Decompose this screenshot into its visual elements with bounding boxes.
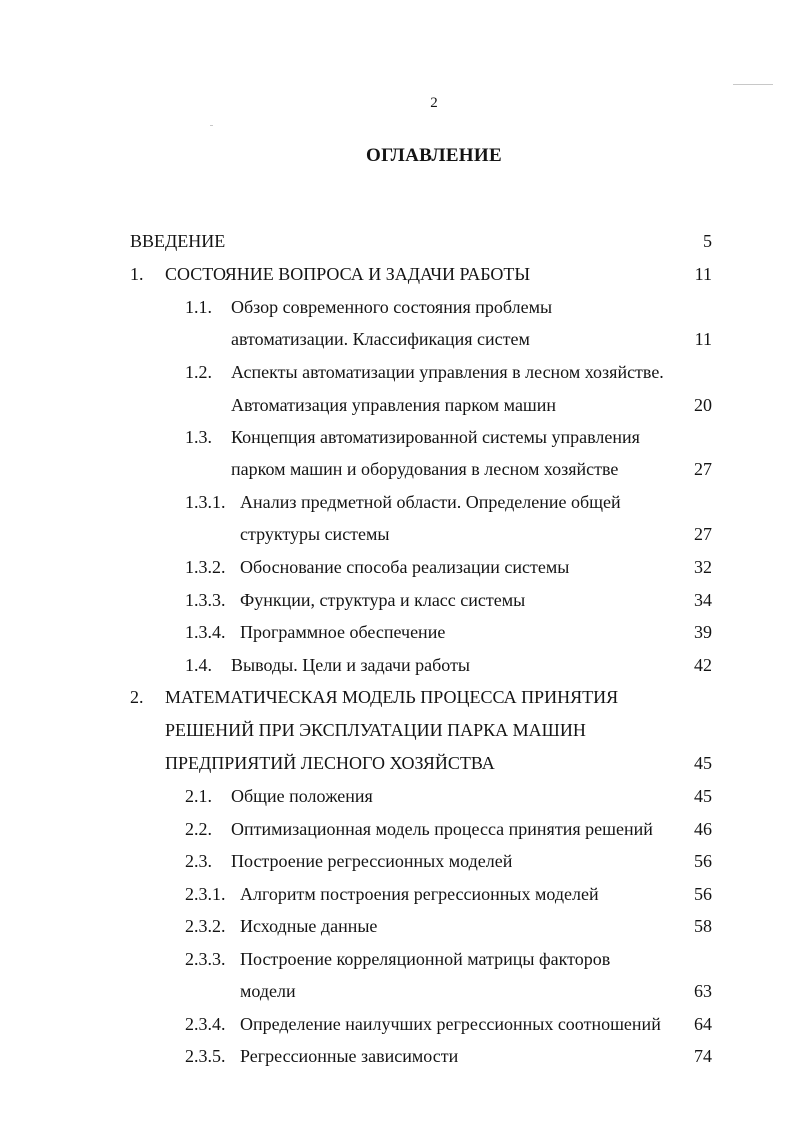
toc-entry-text[interactable]: Общие положения (231, 786, 373, 806)
toc-entry-number: 2.2. (185, 819, 212, 839)
toc-entry-number: 2.3.5. (185, 1046, 226, 1066)
toc-entry-page: 32 (694, 557, 712, 577)
toc-entry-page: 56 (694, 851, 712, 871)
toc-entry-text[interactable]: Автоматизация управления парком машин (231, 395, 557, 415)
toc-entry-text[interactable]: Построение регрессионных моделей (231, 851, 513, 871)
toc-entry-number: 1.3.3. (185, 590, 226, 610)
toc-entry-page: 63 (694, 981, 712, 1001)
toc-entry-text[interactable]: Функции, структура и класс системы (240, 590, 526, 610)
toc-entry-page: 45 (694, 786, 712, 806)
toc-entry-text[interactable]: модели (240, 981, 296, 1001)
toc-entry-number: 2.3.2. (185, 916, 226, 936)
toc-entry-number: 2.3.4. (185, 1014, 226, 1034)
toc-entry-text[interactable]: Выводы. Цели и задачи работы (231, 655, 471, 675)
toc-entry-page: 5 (703, 231, 712, 251)
toc-entry-number: 2. (130, 687, 144, 707)
toc-entry-page: 46 (694, 819, 712, 839)
toc-entry-text[interactable]: структуры системы (240, 524, 390, 544)
toc-entry-page: 64 (694, 1014, 712, 1034)
toc-entry-text[interactable]: Аспекты автоматизации управления в лесном хозяйстве. (231, 362, 664, 382)
toc-entry-text[interactable]: Определение наилучших регрессионных соотношений (240, 1014, 661, 1034)
toc-entry-page: 34 (694, 590, 712, 610)
toc-entry-page: 27 (694, 459, 712, 479)
toc-entry-text[interactable]: Алгоритм построения регрессионных моделей (240, 884, 599, 904)
toc-entry-text[interactable]: парком машин и оборудования в лесном хозяйстве (231, 459, 619, 479)
toc-entry-number: 1.3.2. (185, 557, 226, 577)
toc-entry-page: 11 (694, 264, 712, 284)
toc-entry-number: 2.3.3. (185, 949, 226, 969)
toc-entry-number: 1.4. (185, 655, 212, 675)
toc-entry-number: 1.2. (185, 362, 212, 382)
toc-entry-text[interactable]: РЕШЕНИЙ ПРИ ЭКСПЛУАТАЦИИ ПАРКА МАШИН (165, 720, 586, 740)
toc-entry-text[interactable]: Программное обеспечение (240, 622, 446, 642)
toc-entry-number: 1.1. (185, 297, 212, 317)
toc-entry-text[interactable]: Регрессионные зависимости (240, 1046, 459, 1066)
toc-entry-text[interactable]: Обзор современного состояния проблемы (231, 297, 553, 317)
toc-entry-number: 2.3.1. (185, 884, 226, 904)
toc-entry-number: 2.1. (185, 786, 212, 806)
toc-entry-text[interactable]: СОСТОЯНИЕ ВОПРОСА И ЗАДАЧИ РАБОТЫ (165, 264, 531, 284)
scan-mark (210, 125, 213, 126)
toc-entry-text[interactable]: Обоснование способа реализации системы (240, 557, 570, 577)
toc-entry-page: 74 (694, 1046, 712, 1066)
toc-entry-number: 1.3.4. (185, 622, 226, 642)
toc-entry-text[interactable]: Концепция автоматизированной системы управления (231, 427, 640, 447)
page-number: 2 (430, 95, 438, 111)
toc-entry-number: 1. (130, 264, 144, 284)
toc-entry-text[interactable]: Построение корреляционной матрицы факторов (240, 949, 611, 969)
toc-entry-text[interactable]: автоматизации. Классификация систем (231, 329, 530, 349)
toc-entry-text[interactable]: МАТЕМАТИЧЕСКАЯ МОДЕЛЬ ПРОЦЕССА ПРИНЯТИЯ (165, 687, 619, 707)
toc-entry-page: 45 (694, 753, 712, 773)
toc-entry-text[interactable]: Анализ предметной области. Определение общей (240, 492, 621, 512)
toc-entry-text[interactable]: Исходные данные (240, 916, 378, 936)
toc-entry-page: 58 (694, 916, 712, 936)
toc-entry-page: 39 (694, 622, 712, 642)
toc-entry-page: 11 (694, 329, 712, 349)
toc-entry-page: 27 (694, 524, 712, 544)
toc-entry-page: 56 (694, 884, 712, 904)
toc-entry-number: 1.3. (185, 427, 212, 447)
scan-mark (733, 84, 773, 85)
toc-entry-text[interactable]: ПРЕДПРИЯТИЙ ЛЕСНОГО ХОЗЯЙСТВА (165, 753, 495, 773)
toc-entry-page: 42 (694, 655, 712, 675)
toc-entry-text[interactable]: ВВЕДЕНИЕ (130, 231, 226, 251)
page-title: ОГЛАВЛЕНИЕ (366, 145, 502, 166)
toc-entry-page: 20 (694, 395, 712, 415)
toc-entry-number: 2.3. (185, 851, 212, 871)
toc-entry-text[interactable]: Оптимизационная модель процесса принятия решений (231, 819, 653, 839)
toc-entry-number: 1.3.1. (185, 492, 226, 512)
